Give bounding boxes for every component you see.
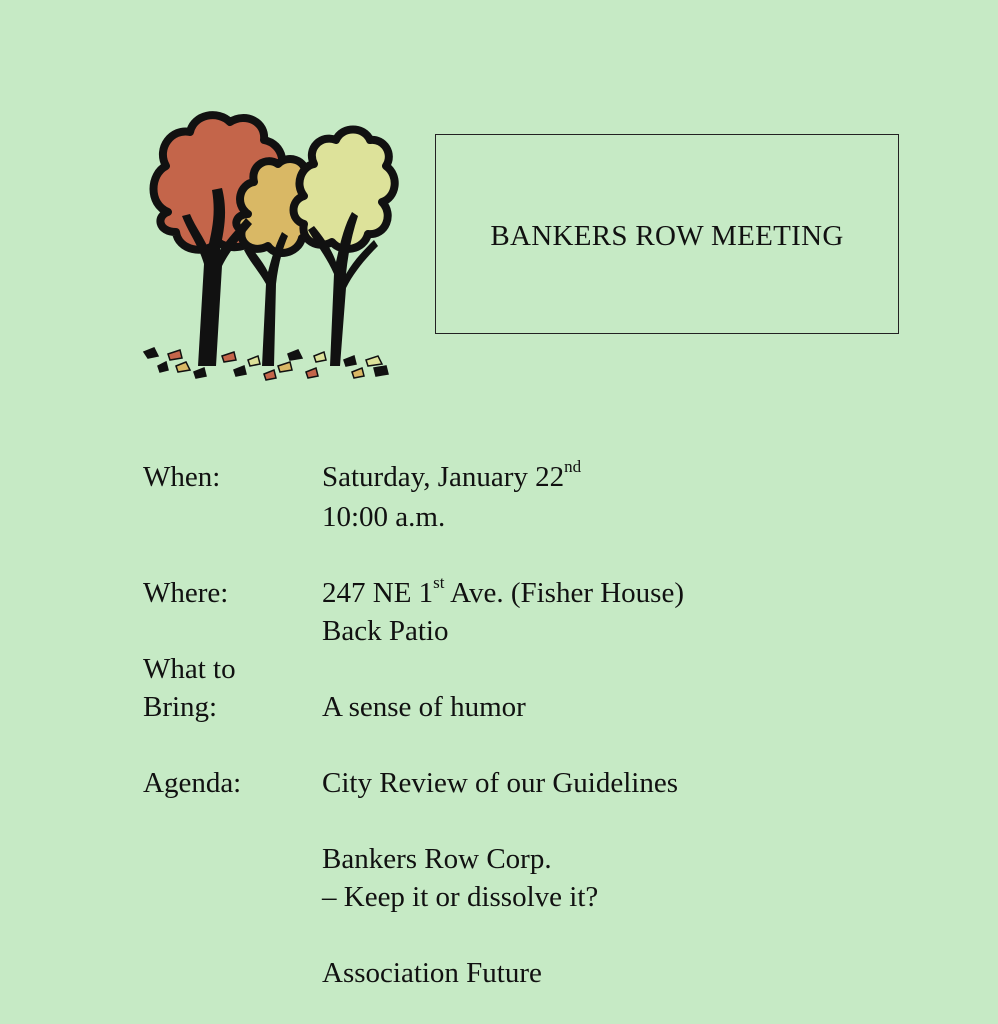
bring-value: A sense of humor <box>322 691 526 723</box>
meeting-title: BANKERS ROW MEETING <box>490 219 844 252</box>
where-address <box>322 574 684 612</box>
agenda-item-2-line2: – Keep it or dissolve it? <box>322 881 599 913</box>
when-day-text: Saturday, January 22 <box>322 461 565 493</box>
when-day <box>322 458 581 496</box>
bring-label-line2: Bring: <box>143 691 218 723</box>
agenda-item-2-line1: Bankers Row Corp. <box>322 843 552 875</box>
agenda-item-3: Association Future <box>322 957 542 989</box>
when-label: When: <box>143 461 221 493</box>
when-day-suffix: nd <box>564 457 582 477</box>
agenda-item-1: City Review of our Guidelines <box>322 767 679 799</box>
agenda-label: Agenda: <box>143 767 242 799</box>
where-address-rest: Ave. (Fisher House) <box>444 577 684 609</box>
where-address-number: 247 NE 1 <box>322 577 434 609</box>
bring-label-line1: What to <box>143 653 236 685</box>
where-label: Where: <box>143 577 229 609</box>
when-time: 10:00 a.m. <box>322 501 446 533</box>
where-address-suffix: st <box>433 573 445 593</box>
trees-illustration-icon <box>138 104 400 386</box>
where-location: Back Patio <box>322 615 449 647</box>
title-box <box>435 134 899 334</box>
